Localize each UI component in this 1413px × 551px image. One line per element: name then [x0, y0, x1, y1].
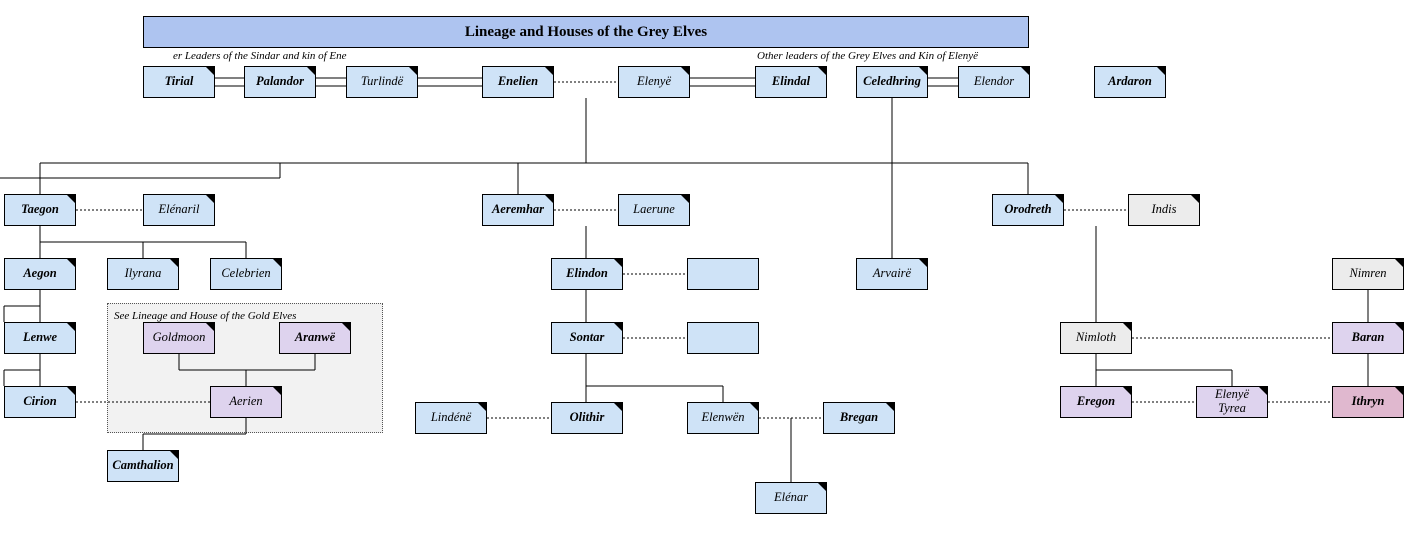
node-corner-icon — [307, 67, 315, 75]
node-corner-icon — [342, 323, 350, 331]
person-node-nimloth[interactable] — [1060, 322, 1132, 354]
person-label: Sontar — [569, 330, 605, 345]
person-label: Nimloth — [1075, 330, 1117, 345]
node-corner-icon — [170, 259, 178, 267]
person-node-aeremhar[interactable] — [482, 194, 554, 226]
person-node-ardaron[interactable] — [1094, 66, 1166, 98]
node-corner-icon — [1191, 195, 1199, 203]
person-node-ilyrana[interactable] — [107, 258, 179, 290]
person-label: Goldmoon — [152, 330, 206, 345]
person-label: Aranwë — [294, 330, 336, 345]
person-node-aegon[interactable] — [4, 258, 76, 290]
node-corner-icon — [409, 67, 417, 75]
person-node-blank-2[interactable] — [687, 322, 759, 354]
person-node-indis[interactable] — [1128, 194, 1200, 226]
person-label: Elénar — [773, 490, 809, 505]
person-label: Ilyrana — [124, 266, 162, 281]
person-node-elenaril[interactable] — [143, 194, 215, 226]
gold-elves-group-label: See Lineage and House of the Gold Elves — [114, 310, 297, 322]
node-corner-icon — [67, 387, 75, 395]
person-node-elenye-tyrea[interactable] — [1196, 386, 1268, 418]
person-node-blank-1[interactable] — [687, 258, 759, 290]
person-node-eregon[interactable] — [1060, 386, 1132, 418]
node-corner-icon — [67, 323, 75, 331]
node-corner-icon — [1395, 387, 1403, 395]
node-corner-icon — [614, 403, 622, 411]
person-label: Lenwe — [22, 330, 58, 345]
person-node-aranwe[interactable] — [279, 322, 351, 354]
node-corner-icon — [886, 403, 894, 411]
node-corner-icon — [478, 403, 486, 411]
node-corner-icon — [1395, 323, 1403, 331]
node-corner-icon — [170, 451, 178, 459]
person-label: Elindon — [566, 266, 608, 281]
person-node-tirial[interactable] — [143, 66, 215, 98]
person-label: Elénaril — [158, 202, 200, 217]
node-corner-icon — [545, 195, 553, 203]
person-node-elenar[interactable] — [755, 482, 827, 514]
person-label: Elendor — [973, 74, 1015, 89]
person-node-lenwe[interactable] — [4, 322, 76, 354]
person-label: Celebrien — [221, 266, 271, 281]
person-node-elindal[interactable] — [755, 66, 827, 98]
person-label: Palandor — [256, 74, 304, 89]
node-corner-icon — [681, 195, 689, 203]
diagram-title — [143, 16, 1029, 48]
person-node-celedhring[interactable] — [856, 66, 928, 98]
person-label: Cirion — [23, 394, 57, 409]
person-node-ithryn[interactable] — [1332, 386, 1404, 418]
node-corner-icon — [206, 67, 214, 75]
person-label: Ardaron — [1108, 74, 1152, 89]
person-node-goldmoon[interactable] — [143, 322, 215, 354]
person-label: Elenyë — [636, 74, 671, 89]
node-corner-icon — [818, 67, 826, 75]
node-corner-icon — [206, 323, 214, 331]
person-label: Arvairë — [872, 266, 912, 281]
person-node-orodreth[interactable] — [992, 194, 1064, 226]
node-corner-icon — [206, 195, 214, 203]
node-corner-icon — [273, 259, 281, 267]
person-node-arvaire[interactable] — [856, 258, 928, 290]
person-label: Elenwën — [701, 410, 745, 425]
node-corner-icon — [1055, 195, 1063, 203]
person-label: Aerien — [229, 394, 263, 409]
person-node-lindene[interactable] — [415, 402, 487, 434]
node-corner-icon — [750, 403, 758, 411]
person-node-laerune[interactable] — [618, 194, 690, 226]
person-node-elindon[interactable] — [551, 258, 623, 290]
node-corner-icon — [614, 323, 622, 331]
person-label: Elenyë Tyrea — [1214, 387, 1249, 415]
node-corner-icon — [1123, 323, 1131, 331]
note-left-leaders: er Leaders of the Sindar and kin of Ene — [173, 50, 347, 62]
person-node-enelien[interactable] — [482, 66, 554, 98]
person-node-nimren[interactable] — [1332, 258, 1404, 290]
person-label: Orodreth — [1004, 202, 1052, 217]
node-corner-icon — [681, 67, 689, 75]
node-corner-icon — [1259, 387, 1267, 395]
person-node-baran[interactable] — [1332, 322, 1404, 354]
person-node-cirion[interactable] — [4, 386, 76, 418]
person-node-taegon[interactable] — [4, 194, 76, 226]
node-corner-icon — [919, 259, 927, 267]
person-label: Olithir — [569, 410, 605, 425]
person-node-camthalion[interactable] — [107, 450, 179, 482]
person-label: Ithryn — [1351, 394, 1385, 409]
person-label: Celedhring — [863, 74, 921, 89]
node-corner-icon — [545, 67, 553, 75]
diagram-title-label: Lineage and Houses of the Grey Elves — [464, 23, 708, 40]
person-label: Indis — [1151, 202, 1177, 217]
node-corner-icon — [919, 67, 927, 75]
person-node-olithir[interactable] — [551, 402, 623, 434]
node-corner-icon — [1395, 259, 1403, 267]
person-label: Baran — [1351, 330, 1385, 345]
person-label: Laerune — [633, 202, 675, 217]
node-corner-icon — [67, 195, 75, 203]
person-node-aerien[interactable] — [210, 386, 282, 418]
person-label: Lindénë — [430, 410, 472, 425]
person-label: Taegon — [21, 202, 59, 217]
person-node-bregan[interactable] — [823, 402, 895, 434]
person-label: Bregan — [839, 410, 879, 425]
person-node-turlinde[interactable] — [346, 66, 418, 98]
person-label: Nimren — [1349, 266, 1387, 281]
person-node-celebrien[interactable] — [210, 258, 282, 290]
note-right-leaders: Other leaders of the Grey Elves and Kin of Elenyë — [757, 50, 979, 62]
person-label: Elindal — [771, 74, 811, 89]
person-label: Turlindë — [360, 74, 404, 89]
person-label: Camthalion — [112, 458, 174, 473]
person-label: Eregon — [1076, 394, 1116, 409]
node-corner-icon — [1157, 67, 1165, 75]
node-corner-icon — [614, 259, 622, 267]
person-label: Aeremhar — [491, 202, 545, 217]
node-corner-icon — [67, 259, 75, 267]
node-corner-icon — [818, 483, 826, 491]
person-node-elenye[interactable] — [618, 66, 690, 98]
node-corner-icon — [273, 387, 281, 395]
person-node-elenwen[interactable] — [687, 402, 759, 434]
person-node-elendor[interactable] — [958, 66, 1030, 98]
node-corner-icon — [1123, 387, 1131, 395]
person-label: Tirial — [164, 74, 194, 89]
person-label: Aegon — [23, 266, 57, 281]
node-corner-icon — [1021, 67, 1029, 75]
person-node-palandor[interactable] — [244, 66, 316, 98]
person-node-sontar[interactable] — [551, 322, 623, 354]
person-label: Enelien — [497, 74, 539, 89]
